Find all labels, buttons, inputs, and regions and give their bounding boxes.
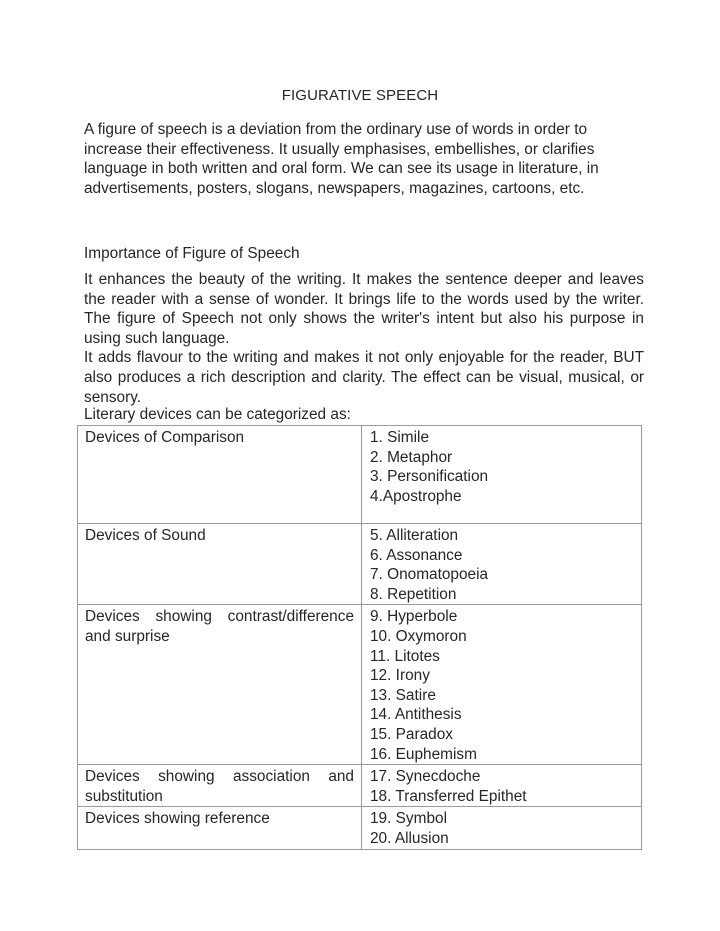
device-item: 7. Onomatopoeia	[370, 566, 489, 584]
device-item: 13. Satire	[370, 686, 436, 704]
device-item: 12. Irony	[370, 667, 430, 685]
literary-devices-table	[77, 425, 642, 850]
importance-text	[84, 270, 644, 407]
category-cell: Devices of Sound	[78, 524, 362, 605]
device-item: 17. Synecdoche	[370, 768, 481, 786]
intro-paragraph: A figure of speech is a deviation from the ordinary use of words in order to increase their effectiveness. It usually emphasises, embellishes, or clarifies language in both written and oral form. We can see its usage in literature, in advertisements, posters, slogans, newspapers, magazines, cartoons, etc.	[84, 121, 599, 197]
document-title: FIGURATIVE SPEECH	[281, 87, 439, 104]
category-cell: Devices showing association and substitution	[78, 765, 362, 807]
device-item: 8. Repetition	[370, 585, 457, 603]
device-item: 14. Antithesis	[370, 706, 462, 724]
device-item: 19. Symbol	[370, 810, 447, 828]
device-item: 6. Assonance	[370, 546, 463, 564]
device-item: 9. Hyperbole	[370, 608, 458, 626]
category-cell: Devices showing contrast/difference and surprise	[78, 605, 362, 765]
category-cell: Devices of Comparison	[78, 426, 362, 524]
table-row	[78, 605, 642, 765]
device-item: 4.Apostrophe	[370, 487, 462, 505]
device-item: 3. Personification	[370, 468, 489, 486]
table-row	[78, 524, 642, 605]
device-item: 15. Paradox	[370, 725, 453, 743]
devices-cell	[362, 605, 642, 765]
device-item: 20. Allusion	[370, 829, 449, 847]
device-item: 11. Litotes	[370, 647, 440, 665]
devices-cell	[362, 524, 642, 605]
table-row	[78, 807, 642, 849]
importance-heading: Importance of Figure of Speech	[84, 245, 300, 262]
table-row	[78, 765, 642, 807]
devices-cell	[362, 765, 642, 807]
table-row	[78, 426, 642, 524]
device-item: 16. Euphemism	[370, 745, 477, 763]
device-item: 1. Simile	[370, 429, 430, 446]
devices-cell	[362, 426, 642, 524]
devices-cell	[362, 807, 642, 849]
device-item: 18. Transferred Epithet	[370, 787, 527, 805]
importance-paragraph-2: It adds flavour to the writing and makes it not only enjoyable for the reader, BUT also produces a rich description and clarity. The effect can be visual, musical, or sensory.	[84, 349, 644, 406]
importance-paragraph-1: It enhances the beauty of the writing. It makes the sentence deeper and leaves the reader with a sense of wonder. It brings life to the words used by the writer. The figure of Speech not only shows the writer's intent but also his purpose in using such language.	[84, 271, 644, 347]
device-item: 5. Alliteration	[370, 527, 459, 544]
category-cell: Devices showing reference	[78, 807, 362, 849]
device-item: 2. Metaphor	[370, 448, 453, 466]
categorize-lead: Literary devices can be categorized as:	[84, 406, 351, 423]
device-item: 10. Oxymoron	[370, 627, 467, 645]
